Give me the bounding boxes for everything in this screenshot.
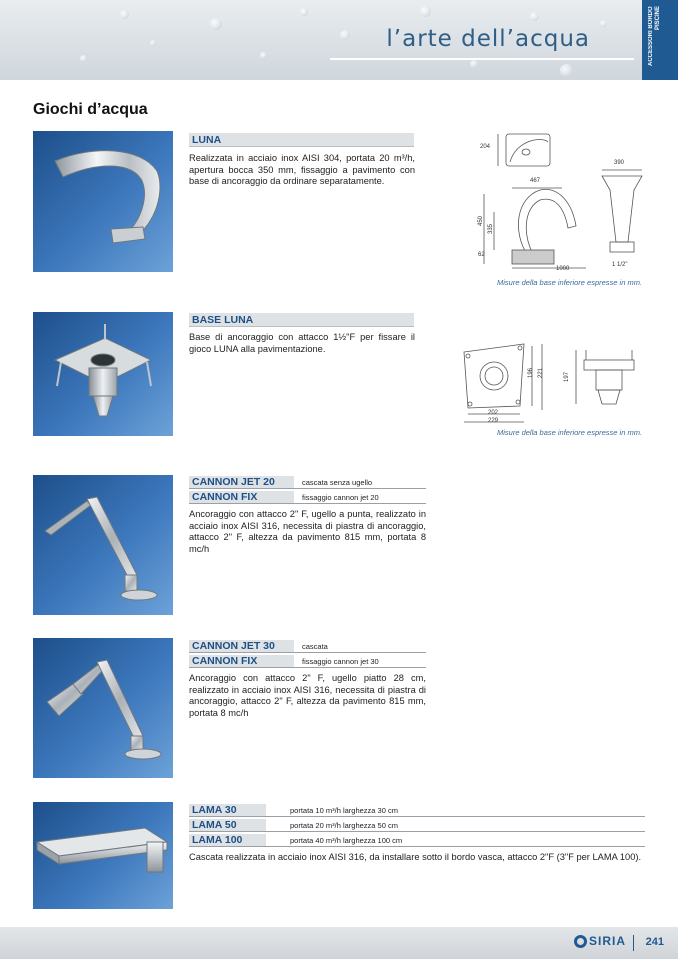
water-drop-decoration [80, 55, 87, 62]
cannon-jet-30-row-1-note: cascata [302, 642, 328, 651]
water-drop-decoration [260, 52, 267, 59]
luna-drawing-caption: Misure della base inferiore espresse in mm. [497, 278, 643, 287]
lama-row-1 [189, 804, 645, 817]
cannon-jet-20-row-2 [189, 491, 426, 504]
luna-product-image [33, 131, 173, 272]
luna-technical-drawing [476, 132, 648, 277]
base-luna-title: BASE LUNA [192, 314, 254, 326]
water-drop-decoration [530, 12, 539, 21]
cannon-jet-30-row-2-note: fissaggio cannon jet 30 [302, 657, 379, 666]
cannon-jet-20-row-1-note: cascata senza ugello [302, 478, 373, 487]
cannon-jet-30-photo [33, 638, 173, 778]
dim-202: 202 [488, 410, 499, 416]
lama-row-2 [189, 819, 645, 832]
water-drop-decoration [560, 64, 573, 77]
dim-221: 221 [538, 367, 545, 379]
water-drop-decoration [420, 6, 431, 17]
lama-product-image [33, 802, 173, 909]
dim-450: 450 [478, 215, 485, 227]
water-drop-decoration [150, 40, 156, 46]
lama-photo [33, 802, 173, 909]
dim-197: 197 [564, 371, 571, 383]
dim-196: 196 [528, 367, 535, 379]
cannon-jet-20-row-1 [189, 476, 426, 489]
lama-row-2-label: LAMA 50 [192, 819, 237, 831]
dim-62: 62 [478, 252, 485, 258]
water-drop-decoration [340, 30, 350, 40]
cannon-jet-30-row-2-label: CANNON FIX [192, 655, 258, 667]
cannon-jet-30-row-2 [189, 655, 426, 668]
cannon-jet-30-row-1-label: CANNON JET 30 [192, 640, 275, 652]
base-luna-technical-drawing [458, 340, 648, 435]
cannon-jet-20-row-2-label: CANNON FIX [192, 491, 258, 503]
dim-390: 390 [614, 160, 625, 166]
brand-name: SIRIA [588, 934, 626, 948]
cannon-jet-20-description: Ancoraggio con attacco 2" F, ugello a punta, realizzato in acciaio inox AISI 316, necessita di piastra di ancoraggio, attacco 2" F, altezza da pavimento 815 mm, portata 8 mc/h [189, 509, 426, 554]
lama-row-3-label: LAMA 100 [192, 834, 243, 846]
cannon-jet-20-row-2-note: fissaggio cannon jet 20 [302, 493, 379, 502]
dim-1000: 1000 [556, 266, 570, 272]
lama-row-1-note: portata 10 m³/h larghezza 30 cm [290, 806, 398, 815]
luna-photo [33, 131, 173, 272]
cannon-jet-20-product-image [33, 475, 173, 615]
lama-row-3 [189, 834, 645, 847]
page-footer [0, 927, 678, 959]
lama-row-2-note: portata 20 m³/h larghezza 50 cm [290, 821, 398, 830]
base-luna-photo [33, 312, 173, 436]
brand-logo-icon [574, 935, 587, 948]
cannon-jet-30-row-1 [189, 640, 426, 653]
lama-row-1-label: LAMA 30 [192, 804, 237, 816]
page-number: 241 [645, 936, 664, 948]
base-luna-drawing-caption: Misure della base inferiore espresse in mm. [497, 428, 643, 437]
section-side-tab-label: ACCESSORI BORDO PISCINE [648, 6, 661, 66]
header-underline [330, 58, 634, 60]
page-title: Giochi d’acqua [33, 101, 148, 118]
cannon-jet-20-row-1-label: CANNON JET 20 [192, 476, 275, 488]
brand-logo [574, 934, 626, 948]
lama-description: Cascata realizzata in acciaio inox AISI 316, da installare sotto il bordo vasca, attacco 2"F (3"F per LAMA 100). [189, 852, 642, 862]
luna-description: Realizzata in acciaio inox AISI 304, portata 20 m³/h, apertura bocca 350 mm, fissaggio a pavimento con base di ancoraggio da ordinare separatamente. [189, 153, 415, 186]
base-luna-product-image [33, 312, 173, 436]
luna-dimension-drawing [476, 132, 648, 272]
water-drop-decoration [600, 20, 607, 27]
luna-title: LUNA [192, 134, 222, 146]
water-drop-decoration [470, 60, 478, 68]
footer-separator [633, 935, 634, 951]
dim-335: 335 [488, 223, 495, 235]
lama-row-3-note: portata 40 m³/h larghezza 100 cm [290, 836, 403, 845]
cannon-jet-30-description: Ancoraggio con attacco 2" F, ugello piatto 28 cm, realizzato in acciaio inox AISI 316, necessita di piastra di ancoraggio, attacco 2" F, altezza da pavimento 815 mm, portata 8 mc/h [189, 673, 426, 718]
cannon-jet-20-photo [33, 475, 173, 615]
dim-204: 204 [480, 144, 491, 150]
water-drop-decoration [120, 10, 129, 19]
section-side-tab [642, 0, 678, 80]
header-title: l’arte dell’acqua [386, 26, 590, 52]
water-drop-decoration [210, 18, 222, 30]
base-luna-title-bar [189, 313, 414, 327]
water-drop-decoration [300, 8, 308, 16]
base-luna-dimension-drawing [458, 340, 648, 430]
luna-title-bar [189, 133, 414, 147]
page-header [0, 0, 678, 80]
dim-thread: 1 1/2" [612, 262, 628, 268]
dim-229: 229 [488, 418, 499, 424]
base-luna-description: Base di ancoraggio con attacco 1½"F per fissare il gioco LUNA alla pavimentazione. [189, 332, 415, 354]
cannon-jet-30-product-image [33, 638, 173, 778]
dim-467: 467 [530, 178, 541, 184]
